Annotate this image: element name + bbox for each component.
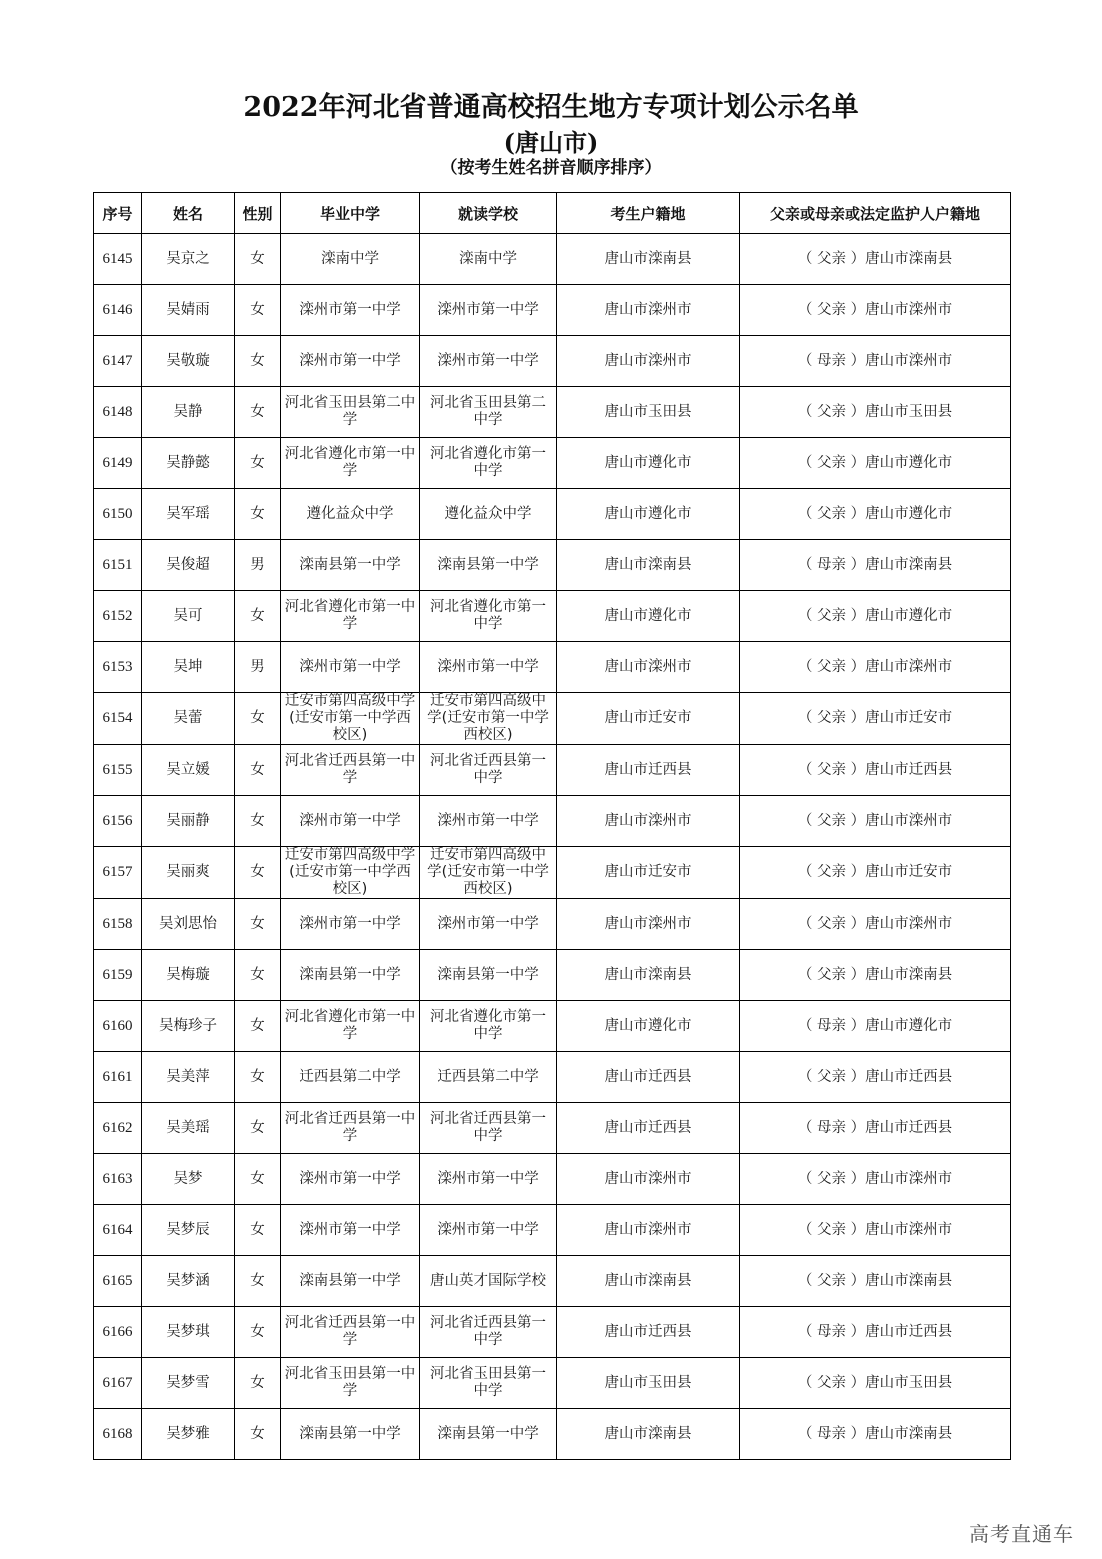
cell-guardian-hukou: （ 父亲 ）唐山市迁西县 [740,1052,1011,1103]
cell-current-school: 河北省玉田县第二中学 [420,387,557,438]
table-row [94,745,1011,796]
cell-hukou: 唐山市迁西县 [557,1307,740,1358]
cell-current-school: 滦州市第一中学 [420,642,557,693]
table-row [94,1052,1011,1103]
cell-current-school: 滦南县第一中学 [420,540,557,591]
cell-name: 吴梦雪 [142,1358,235,1409]
cell-seq: 6156 [94,796,142,847]
cell-name: 吴梦琪 [142,1307,235,1358]
cell-hukou: 唐山市滦南县 [557,540,740,591]
table-header-row [94,193,1011,234]
cell-seq: 6164 [94,1205,142,1256]
cell-grad-school: 迁安市第四高级中学(迁安市第一中学西校区) [281,847,420,899]
cell-name: 吴立媛 [142,745,235,796]
cell-grad-school: 滦南县第一中学 [281,950,420,1001]
cell-current-school: 河北省迁西县第一中学 [420,1103,557,1154]
cell-gender: 女 [235,1103,281,1154]
cell-seq: 6161 [94,1052,142,1103]
cell-current-school: 滦南县第一中学 [420,950,557,1001]
cell-name: 吴梦 [142,1154,235,1205]
cell-guardian-hukou: （ 父亲 ）唐山市滦州市 [740,1205,1011,1256]
cell-name: 吴梦涵 [142,1256,235,1307]
cell-name: 吴刘思怡 [142,899,235,950]
cell-name: 吴可 [142,591,235,642]
cell-grad-school: 滦州市第一中学 [281,796,420,847]
cell-current-school: 滦州市第一中学 [420,336,557,387]
cell-gender: 女 [235,336,281,387]
cell-guardian-hukou: （ 父亲 ）唐山市滦南县 [740,234,1011,285]
header-seq: 序号 [94,193,142,234]
cell-gender: 女 [235,591,281,642]
table-row [94,1307,1011,1358]
table-row [94,1001,1011,1052]
header-name: 姓名 [142,193,235,234]
header-grad-school: 毕业中学 [281,193,420,234]
cell-name: 吴静懿 [142,438,235,489]
cell-grad-school: 滦州市第一中学 [281,899,420,950]
cell-grad-school: 河北省迁西县第一中学 [281,745,420,796]
cell-gender: 女 [235,1154,281,1205]
table-row [94,1154,1011,1205]
cell-guardian-hukou: （ 父亲 ）唐山市滦州市 [740,285,1011,336]
cell-hukou: 唐山市迁安市 [557,693,740,745]
table-row [94,336,1011,387]
cell-seq: 6168 [94,1409,142,1460]
cell-hukou: 唐山市滦南县 [557,234,740,285]
cell-current-school: 迁西县第二中学 [420,1052,557,1103]
cell-gender: 女 [235,847,281,899]
cell-seq: 6157 [94,847,142,899]
cell-guardian-hukou: （ 父亲 ）唐山市遵化市 [740,591,1011,642]
table-row [94,1409,1011,1460]
cell-current-school: 河北省迁西县第一中学 [420,745,557,796]
cell-seq: 6149 [94,438,142,489]
cell-current-school: 遵化益众中学 [420,489,557,540]
cell-current-school: 河北省玉田县第一中学 [420,1358,557,1409]
table-row [94,234,1011,285]
cell-hukou: 唐山市滦州市 [557,336,740,387]
cell-guardian-hukou: （ 父亲 ）唐山市遵化市 [740,489,1011,540]
table-row [94,1205,1011,1256]
cell-seq: 6145 [94,234,142,285]
cell-gender: 女 [235,1052,281,1103]
cell-guardian-hukou: （ 父亲 ）唐山市玉田县 [740,1358,1011,1409]
cell-current-school: 迁安市第四高级中学(迁安市第一中学西校区) [420,847,557,899]
cell-guardian-hukou: （ 父亲 ）唐山市遵化市 [740,438,1011,489]
cell-hukou: 唐山市玉田县 [557,387,740,438]
cell-guardian-hukou: （ 父亲 ）唐山市迁安市 [740,693,1011,745]
cell-guardian-hukou: （ 父亲 ）唐山市滦州市 [740,642,1011,693]
header-gender: 性别 [235,193,281,234]
cell-name: 吴俊超 [142,540,235,591]
cell-seq: 6152 [94,591,142,642]
cell-hukou: 唐山市迁西县 [557,745,740,796]
cell-grad-school: 滦南县第一中学 [281,1409,420,1460]
cell-name: 吴蕾 [142,693,235,745]
cell-seq: 6166 [94,1307,142,1358]
cell-grad-school: 滦州市第一中学 [281,1205,420,1256]
cell-grad-school: 河北省遵化市第一中学 [281,591,420,642]
cell-grad-school: 滦南中学 [281,234,420,285]
cell-gender: 女 [235,387,281,438]
cell-seq: 6163 [94,1154,142,1205]
cell-hukou: 唐山市滦州市 [557,1205,740,1256]
roster-table [93,192,1011,1460]
cell-guardian-hukou: （ 母亲 ）唐山市迁西县 [740,1307,1011,1358]
cell-grad-school: 河北省迁西县第一中学 [281,1307,420,1358]
cell-gender: 女 [235,1256,281,1307]
cell-hukou: 唐山市遵化市 [557,591,740,642]
cell-hukou: 唐山市滦州市 [557,642,740,693]
document-title: 2022年河北省普通高校招生地方专项计划公示名单 [243,92,859,123]
cell-hukou: 唐山市滦南县 [557,950,740,1001]
cell-hukou: 唐山市遵化市 [557,438,740,489]
cell-name: 吴丽爽 [142,847,235,899]
table-row [94,387,1011,438]
cell-gender: 女 [235,489,281,540]
table-row [94,438,1011,489]
cell-gender: 女 [235,1205,281,1256]
cell-guardian-hukou: （ 父亲 ）唐山市迁安市 [740,847,1011,899]
header-current-school: 就读学校 [420,193,557,234]
cell-gender: 女 [235,950,281,1001]
cell-name: 吴敬璇 [142,336,235,387]
cell-guardian-hukou: （ 母亲 ）唐山市遵化市 [740,1001,1011,1052]
table-row [94,1256,1011,1307]
cell-hukou: 唐山市迁西县 [557,1052,740,1103]
cell-hukou: 唐山市滦州市 [557,285,740,336]
cell-seq: 6165 [94,1256,142,1307]
cell-hukou: 唐山市滦州市 [557,1154,740,1205]
cell-name: 吴梅璇 [142,950,235,1001]
cell-current-school: 河北省遵化市第一中学 [420,591,557,642]
cell-guardian-hukou: （ 父亲 ）唐山市滦州市 [740,1154,1011,1205]
cell-seq: 6167 [94,1358,142,1409]
cell-gender: 男 [235,540,281,591]
cell-seq: 6148 [94,387,142,438]
cell-hukou: 唐山市滦南县 [557,1409,740,1460]
cell-name: 吴军瑶 [142,489,235,540]
table-row [94,1358,1011,1409]
cell-grad-school: 河北省遵化市第一中学 [281,438,420,489]
cell-grad-school: 迁安市第四高级中学(迁安市第一中学西校区) [281,693,420,745]
table-row [94,847,1011,899]
cell-current-school: 滦州市第一中学 [420,899,557,950]
cell-name: 吴婧雨 [142,285,235,336]
table-row [94,1103,1011,1154]
cell-name: 吴丽静 [142,796,235,847]
cell-seq: 6146 [94,285,142,336]
cell-hukou: 唐山市遵化市 [557,489,740,540]
cell-name: 吴梦雅 [142,1409,235,1460]
cell-grad-school: 河北省玉田县第二中学 [281,387,420,438]
cell-name: 吴梦辰 [142,1205,235,1256]
cell-seq: 6159 [94,950,142,1001]
cell-guardian-hukou: （ 母亲 ）唐山市滦南县 [740,540,1011,591]
cell-seq: 6147 [94,336,142,387]
cell-gender: 女 [235,899,281,950]
cell-current-school: 滦州市第一中学 [420,285,557,336]
cell-grad-school: 滦州市第一中学 [281,336,420,387]
cell-guardian-hukou: （ 父亲 ）唐山市迁西县 [740,745,1011,796]
document-subtitle: (唐山市) [503,128,599,157]
cell-seq: 6153 [94,642,142,693]
cell-seq: 6154 [94,693,142,745]
cell-current-school: 唐山英才国际学校 [420,1256,557,1307]
cell-seq: 6160 [94,1001,142,1052]
table-row [94,540,1011,591]
cell-guardian-hukou: （ 父亲 ）唐山市滦州市 [740,796,1011,847]
cell-seq: 6155 [94,745,142,796]
cell-hukou: 唐山市滦南县 [557,1256,740,1307]
cell-hukou: 唐山市迁西县 [557,1103,740,1154]
cell-current-school: 河北省遵化市第一中学 [420,438,557,489]
table-row [94,642,1011,693]
cell-guardian-hukou: （ 母亲 ）唐山市迁西县 [740,1103,1011,1154]
table-row [94,899,1011,950]
table-row [94,591,1011,642]
cell-current-school: 滦州市第一中学 [420,1154,557,1205]
watermark-text: 高考直通车 [969,1522,1074,1546]
cell-hukou: 唐山市迁安市 [557,847,740,899]
cell-gender: 女 [235,438,281,489]
cell-guardian-hukou: （ 母亲 ）唐山市滦南县 [740,1409,1011,1460]
cell-gender: 女 [235,1001,281,1052]
cell-guardian-hukou: （ 父亲 ）唐山市滦南县 [740,1256,1011,1307]
cell-seq: 6150 [94,489,142,540]
cell-seq: 6151 [94,540,142,591]
cell-hukou: 唐山市玉田县 [557,1358,740,1409]
cell-gender: 女 [235,1358,281,1409]
cell-gender: 女 [235,1307,281,1358]
table-row [94,285,1011,336]
cell-name: 吴坤 [142,642,235,693]
cell-seq: 6162 [94,1103,142,1154]
cell-guardian-hukou: （ 父亲 ）唐山市玉田县 [740,387,1011,438]
table-row [94,693,1011,745]
cell-grad-school: 河北省玉田县第一中学 [281,1358,420,1409]
cell-gender: 女 [235,745,281,796]
cell-current-school: 滦州市第一中学 [420,1205,557,1256]
cell-hukou: 唐山市遵化市 [557,1001,740,1052]
sort-note: （按考生姓名拼音顺序排序） [440,158,662,178]
cell-current-school: 迁安市第四高级中学(迁安市第一中学西校区) [420,693,557,745]
roster-body [94,234,1011,1460]
cell-grad-school: 迁西县第二中学 [281,1052,420,1103]
cell-name: 吴美瑶 [142,1103,235,1154]
header-hukou: 考生户籍地 [557,193,740,234]
cell-gender: 女 [235,796,281,847]
cell-guardian-hukou: （ 父亲 ）唐山市滦南县 [740,950,1011,1001]
cell-gender: 男 [235,642,281,693]
cell-guardian-hukou: （ 母亲 ）唐山市滦州市 [740,336,1011,387]
cell-current-school: 滦南中学 [420,234,557,285]
cell-hukou: 唐山市滦州市 [557,899,740,950]
cell-grad-school: 滦南县第一中学 [281,540,420,591]
cell-grad-school: 滦州市第一中学 [281,642,420,693]
table-row [94,950,1011,1001]
cell-current-school: 河北省迁西县第一中学 [420,1307,557,1358]
cell-name: 吴静 [142,387,235,438]
table-row [94,796,1011,847]
cell-grad-school: 滦州市第一中学 [281,285,420,336]
cell-grad-school: 滦南县第一中学 [281,1256,420,1307]
cell-current-school: 滦州市第一中学 [420,796,557,847]
cell-gender: 女 [235,234,281,285]
cell-gender: 女 [235,693,281,745]
header-guardian-hukou: 父亲或母亲或法定监护人户籍地 [740,193,1011,234]
cell-seq: 6158 [94,899,142,950]
cell-grad-school: 滦州市第一中学 [281,1154,420,1205]
cell-grad-school: 遵化益众中学 [281,489,420,540]
cell-guardian-hukou: （ 父亲 ）唐山市滦州市 [740,899,1011,950]
cell-gender: 女 [235,285,281,336]
cell-gender: 女 [235,1409,281,1460]
cell-current-school: 河北省遵化市第一中学 [420,1001,557,1052]
cell-hukou: 唐山市滦州市 [557,796,740,847]
cell-name: 吴美萍 [142,1052,235,1103]
cell-name: 吴梅珍子 [142,1001,235,1052]
cell-grad-school: 河北省遵化市第一中学 [281,1001,420,1052]
cell-current-school: 滦南县第一中学 [420,1409,557,1460]
cell-grad-school: 河北省迁西县第一中学 [281,1103,420,1154]
table-row [94,489,1011,540]
cell-name: 吴京之 [142,234,235,285]
